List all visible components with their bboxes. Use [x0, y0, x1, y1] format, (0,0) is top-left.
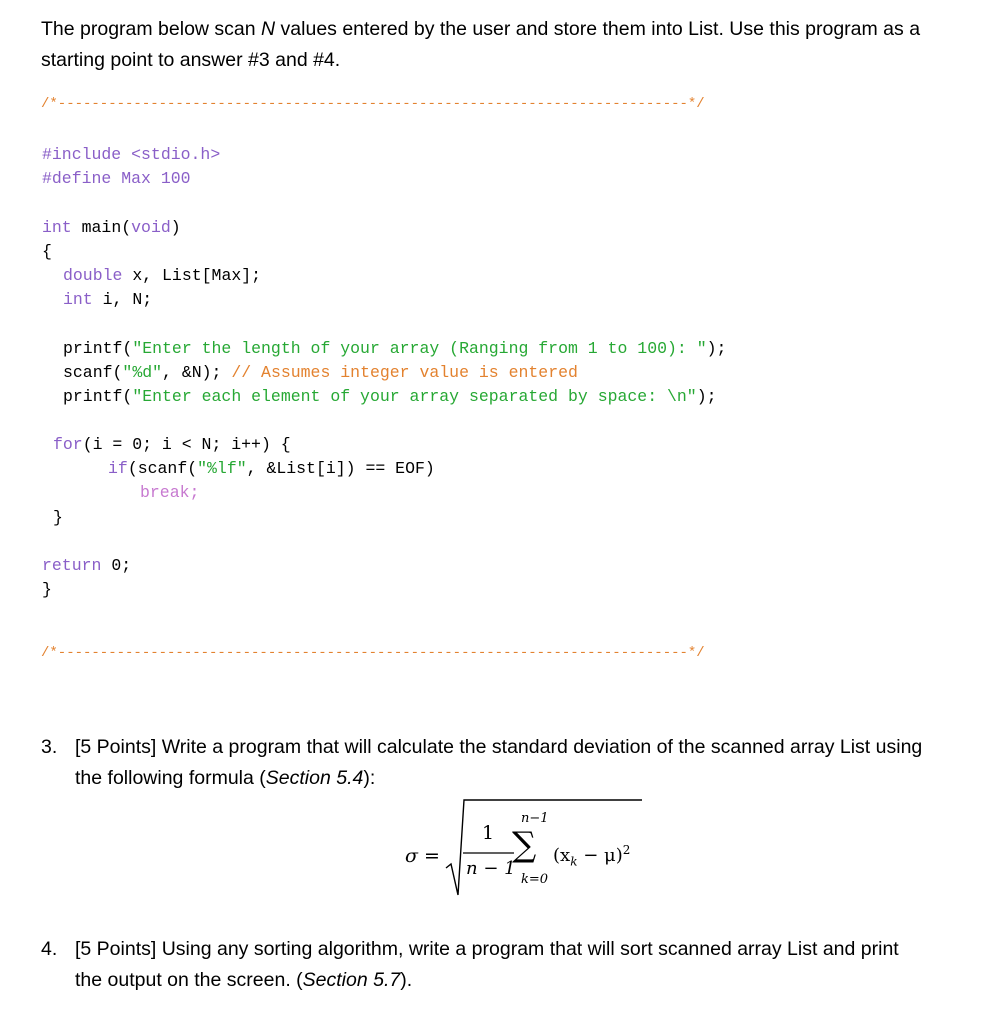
define-line: #define Max 100	[42, 169, 191, 188]
intro-line-1: The program below scan N values entered by the user and store them into List. Use this program as a	[41, 18, 921, 40]
open-brace: {	[42, 242, 52, 261]
summation-term: $(x_k - \mu)^2$	[553, 843, 631, 869]
summation-icon: ∑	[512, 825, 537, 865]
fraction-numerator: 1	[482, 822, 495, 844]
question-4-number: 4.	[41, 938, 58, 960]
sigma-equals: σ =	[405, 845, 440, 867]
question-4-line-1: [5 Points] Using any sorting algorithm, write a program that will sort scanned array List and print	[75, 938, 899, 960]
question-4-text	[75, 934, 995, 996]
section-reference: Section 5.7	[302, 969, 401, 991]
fraction-denominator: n − 1	[466, 858, 516, 879]
for-close-brace: }	[53, 508, 63, 527]
for-loop-line: for(i = 0; i < N; i++) {	[53, 435, 291, 454]
printf-length-line: printf("Enter the length of your array (Ranging from 1 to 100): ");	[63, 339, 727, 358]
declaration-int: int i, N;	[63, 290, 153, 309]
code-top-divider: /*---------------------------------------------------------------------------*/	[41, 96, 705, 112]
section-reference: Section 5.4	[265, 767, 364, 789]
scanf-length-line: scanf("%d", &N); // Assumes integer value is entered	[63, 363, 578, 382]
sum-lower-limit: k=0	[521, 872, 549, 887]
break-line: break;	[140, 483, 200, 502]
if-scanf-line: if(scanf("%lf", &List[i]) == EOF)	[108, 459, 435, 478]
question-4-line-2: the output on the screen. (Section 5.7).	[75, 969, 413, 991]
code-bottom-divider: /*---------------------------------------------------------------------------*/	[41, 645, 705, 661]
sum-upper-limit: n−1	[521, 811, 549, 826]
include-line: #include <stdio.h>	[42, 145, 221, 164]
n-variable: N	[261, 18, 276, 40]
printf-elements-line: printf("Enter each element of your array separated by space: \n");	[63, 387, 717, 406]
question-3-line-2: the following formula (Section 5.4):	[75, 767, 376, 789]
close-brace: }	[42, 580, 52, 599]
question-3-line-1: [5 Points] Write a program that will calculate the standard deviation of the scanned array List using	[75, 736, 923, 758]
main-signature: int main(void)	[42, 218, 181, 237]
intro-line-2: starting point to answer #3 and #4.	[41, 49, 341, 71]
question-3-number: 3.	[41, 736, 58, 758]
declaration-double: double x, List[Max];	[63, 266, 262, 285]
return-line: return 0;	[42, 556, 132, 575]
